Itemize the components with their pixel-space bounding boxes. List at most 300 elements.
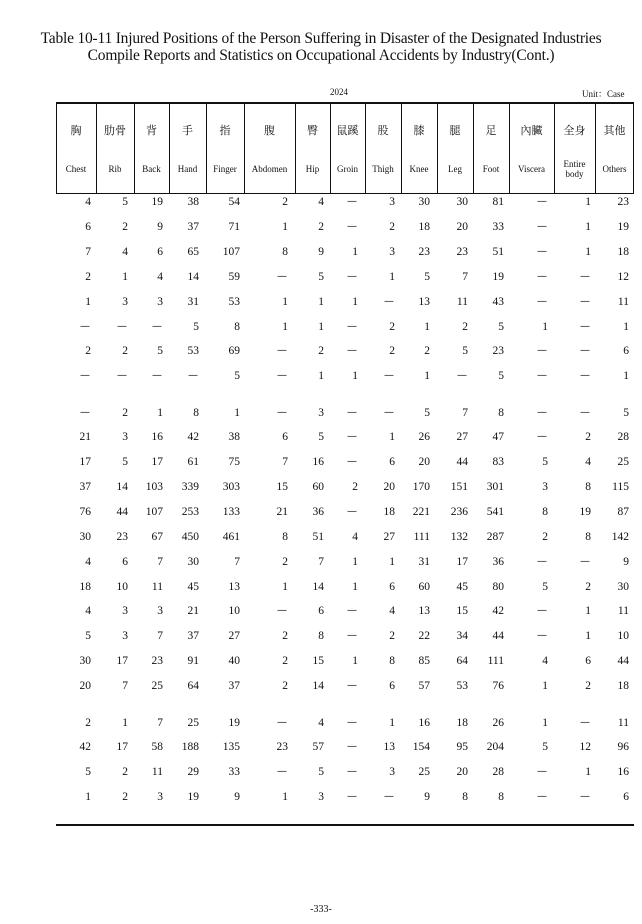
table-cell: —	[277, 605, 287, 616]
table-cell: 42	[492, 605, 504, 617]
table-cell: 16	[418, 717, 430, 729]
table-cell: —	[537, 271, 547, 282]
table-cell: 111	[413, 531, 430, 543]
table-cell: 40	[228, 655, 240, 667]
table-cell: 115	[612, 481, 629, 493]
table-cell: 1	[352, 296, 358, 308]
column-header-en: Hand	[177, 164, 198, 174]
column-divider	[206, 104, 207, 193]
table-cell: 19	[151, 196, 163, 208]
table-cell: 142	[611, 531, 629, 543]
table-cell: 23	[418, 246, 430, 258]
column-divider	[169, 104, 170, 193]
table-cell: 23	[151, 655, 163, 667]
table-cell: 44	[456, 456, 468, 468]
table-cell: —	[347, 766, 357, 777]
table-cell: 236	[450, 506, 468, 518]
table-cell: —	[384, 296, 394, 307]
table-cell: 25	[418, 766, 430, 778]
table-cell: 22	[418, 630, 430, 642]
table-cell: 135	[222, 741, 240, 753]
column-header-zh: 內臟	[520, 124, 543, 137]
table-cell: 6	[85, 221, 91, 233]
column-header	[134, 104, 169, 193]
table-cell: 1	[352, 581, 358, 593]
column-header	[206, 104, 244, 193]
table-cell: 253	[181, 506, 199, 518]
table-cell: —	[580, 791, 590, 802]
table-cell: 1	[85, 296, 91, 308]
table-cell: 19	[579, 506, 591, 518]
column-header-zh: 鼠蹊	[336, 124, 359, 137]
table-cell: 37	[79, 481, 91, 493]
table-cell: 188	[181, 741, 199, 753]
table-cell: 25	[187, 717, 199, 729]
table-cell: 16	[617, 766, 629, 778]
table-cell: —	[580, 271, 590, 282]
column-header-en: Viscera	[518, 164, 545, 174]
table-cell: 15	[456, 605, 468, 617]
table-cell: 13	[383, 741, 395, 753]
column-divider	[437, 104, 438, 193]
table-cell: 6	[282, 431, 288, 443]
table-cell: 21	[79, 431, 91, 443]
header-border	[56, 104, 57, 193]
table-cell: —	[537, 345, 547, 356]
table-cell: —	[347, 221, 357, 232]
table-cell: 59	[228, 271, 240, 283]
table-cell: 37	[228, 680, 240, 692]
table-cell: 5	[85, 766, 91, 778]
table-cell: 3	[122, 630, 128, 642]
table-cell: 42	[187, 431, 199, 443]
table-cell: 21	[276, 506, 288, 518]
column-header-zh: 臀	[307, 124, 318, 137]
table-cell: 4	[157, 271, 163, 283]
table-cell: 28	[617, 431, 629, 443]
table-cell: 5	[122, 196, 128, 208]
table-cell: —	[537, 766, 547, 777]
table-cell: 44	[492, 630, 504, 642]
column-divider	[595, 104, 596, 193]
table-cell: —	[384, 791, 394, 802]
table-cell: —	[580, 407, 590, 418]
table-cell: 18	[383, 506, 395, 518]
table-cell: 15	[276, 481, 288, 493]
table-cell: —	[277, 370, 287, 381]
table-cell: 1	[585, 246, 591, 258]
table-cell: 3	[318, 407, 324, 419]
table-cell: 12	[617, 271, 629, 283]
table-cell: 11	[151, 766, 163, 778]
column-header-zh: 指	[219, 124, 231, 137]
table-cell: 10	[617, 630, 629, 642]
table-cell: 3	[389, 246, 395, 258]
column-header-zh: 全身	[563, 124, 586, 137]
table-cell: 7	[462, 271, 468, 283]
page-number: -333-	[310, 904, 332, 915]
table-cell: 1	[542, 321, 548, 333]
table-cell: 17	[79, 456, 91, 468]
table-cell: —	[347, 630, 357, 641]
column-header	[437, 104, 473, 193]
table-cell: 1	[585, 630, 591, 642]
table-cell: 6	[389, 680, 395, 692]
table-cell: 20	[418, 456, 430, 468]
table-cell: 4	[85, 196, 91, 208]
table-cell: —	[580, 556, 590, 567]
table-cell: 20	[456, 221, 468, 233]
table-cell: 2	[122, 407, 128, 419]
table-cell: 30	[187, 556, 199, 568]
table-cell: 5	[623, 407, 629, 419]
table-cell: 19	[187, 791, 199, 803]
table-cell: 38	[187, 196, 199, 208]
table-cell: 7	[234, 556, 240, 568]
table-cell: 2	[585, 581, 591, 593]
table-cell: 8	[234, 321, 240, 333]
table-cell: —	[117, 321, 127, 332]
column-header	[365, 104, 401, 193]
table-cell: 14	[187, 271, 199, 283]
table-cell: 25	[151, 680, 163, 692]
table-cell: 2	[424, 345, 430, 357]
table-cell: 36	[312, 506, 324, 518]
table-cell: 17	[151, 456, 163, 468]
table-cell: 5	[542, 741, 548, 753]
table-cell: 30	[79, 531, 91, 543]
table-cell: 69	[228, 345, 240, 357]
column-header-en: Others	[602, 164, 627, 174]
table-cell: 61	[187, 456, 199, 468]
table-cell: 14	[312, 581, 324, 593]
table-cell: —	[384, 370, 394, 381]
table-cell: 75	[228, 456, 240, 468]
table-cell: 11	[617, 717, 629, 729]
table-cell: 9	[623, 556, 629, 568]
table-cell: 27	[383, 531, 395, 543]
table-cell: 5	[424, 271, 430, 283]
table-cell: 87	[617, 506, 629, 518]
table-cell: —	[80, 370, 90, 381]
table-cell: 8	[498, 407, 504, 419]
table-cell: 8	[542, 506, 548, 518]
table-cell: 2	[282, 655, 288, 667]
table-cell: 8	[462, 791, 468, 803]
table-cell: —	[277, 271, 287, 282]
table-cell: 1	[282, 581, 288, 593]
table-cell: 3	[122, 296, 128, 308]
table-cell: 1	[282, 791, 288, 803]
table-cell: 2	[542, 531, 548, 543]
table-cell: —	[580, 345, 590, 356]
table-cell: —	[152, 321, 162, 332]
table-cell: 287	[486, 531, 504, 543]
table-cell: 3	[542, 481, 548, 493]
table-cell: 18	[456, 717, 468, 729]
table-cell: 95	[456, 741, 468, 753]
title-line-1: Table 10-11 Injured Positions of the Person Suffering in Disaster of the Designated Industries	[40, 30, 602, 47]
table-cell: 9	[424, 791, 430, 803]
table-cell: 1	[585, 605, 591, 617]
year-label: 2024	[330, 87, 348, 97]
table-cell: 18	[617, 680, 629, 692]
column-divider	[473, 104, 474, 193]
table-cell: 43	[492, 296, 504, 308]
table-cell: 6	[318, 605, 324, 617]
column-header-en: Hip	[305, 164, 320, 174]
column-header	[244, 104, 295, 193]
table-cell: 27	[228, 630, 240, 642]
column-header	[473, 104, 509, 193]
table-cell: 1	[122, 717, 128, 729]
table-cell: 23	[617, 196, 629, 208]
column-header-zh: 膝	[413, 124, 425, 137]
table-cell: 10	[228, 605, 240, 617]
table-cell: 37	[187, 630, 199, 642]
table-cell: —	[537, 196, 547, 207]
table-cell: 44	[116, 506, 128, 518]
column-header-en: Foot	[482, 164, 500, 174]
table-cell: 1	[389, 556, 395, 568]
table-cell: 36	[492, 556, 504, 568]
table-cell: 5	[318, 431, 324, 443]
column-header	[169, 104, 206, 193]
table-cell: 19	[492, 271, 504, 283]
column-header-zh: 其他	[603, 124, 626, 137]
table-cell: 107	[145, 506, 163, 518]
table-cell: 4	[85, 556, 91, 568]
table-cell: 26	[492, 717, 504, 729]
table-cell: 76	[492, 680, 504, 692]
column-header	[554, 104, 595, 193]
table-cell: 20	[456, 766, 468, 778]
table-cell: 541	[486, 506, 504, 518]
table-cell: 53	[187, 345, 199, 357]
table-cell: 23	[456, 246, 468, 258]
table-cell: 13	[418, 296, 430, 308]
column-header-en: Rib	[108, 164, 122, 174]
table-cell: 1	[389, 271, 395, 283]
table-cell: —	[537, 556, 547, 567]
table-cell: 8	[585, 531, 591, 543]
table-cell: 64	[187, 680, 199, 692]
table-cell: —	[347, 196, 357, 207]
table-cell: —	[277, 766, 287, 777]
column-divider	[244, 104, 245, 193]
table-cell: 2	[318, 221, 324, 233]
table-cell: 67	[151, 531, 163, 543]
table-cell: 4	[389, 605, 395, 617]
table-cell: 11	[151, 581, 163, 593]
table-cell: 1	[585, 766, 591, 778]
table-cell: 1	[234, 407, 240, 419]
table-cell: 4	[542, 655, 548, 667]
table-cell: 111	[487, 655, 504, 667]
column-divider	[365, 104, 366, 193]
unit-label: Unit：Case	[582, 89, 625, 99]
table-cell: 26	[418, 431, 430, 443]
table-cell: 4	[318, 196, 324, 208]
table-cell: 1	[352, 556, 358, 568]
table-cell: 1	[623, 370, 629, 382]
table-cell: 303	[222, 481, 240, 493]
table-cell: 5	[542, 581, 548, 593]
table-cell: 8	[193, 407, 199, 419]
table-cell: 9	[234, 791, 240, 803]
table-cell: 8	[389, 655, 395, 667]
table-cell: 2	[122, 791, 128, 803]
table-cell: 5	[318, 271, 324, 283]
table-cell: —	[537, 296, 547, 307]
table-cell: 3	[122, 605, 128, 617]
table-cell: —	[80, 407, 90, 418]
table-cell: 151	[450, 481, 468, 493]
table-cell: 45	[456, 581, 468, 593]
table-cell: 13	[418, 605, 430, 617]
table-bottom-rule	[56, 824, 634, 826]
table-cell: 64	[456, 655, 468, 667]
column-header-zh: 肋骨	[104, 124, 126, 137]
column-header-zh: 腹	[264, 124, 275, 137]
table-cell: 60	[312, 481, 324, 493]
table-cell: 2	[352, 481, 358, 493]
table-cell: 31	[418, 556, 430, 568]
table-cell: 19	[617, 221, 629, 233]
table-cell: 461	[222, 531, 240, 543]
table-cell: 65	[187, 246, 199, 258]
table-cell: —	[80, 321, 90, 332]
table-cell: 2	[282, 680, 288, 692]
table-cell: 30	[617, 581, 629, 593]
table-cell: —	[580, 296, 590, 307]
table-cell: 57	[312, 741, 324, 753]
table-cell: —	[537, 605, 547, 616]
table-cell: 1	[542, 680, 548, 692]
table-cell: 4	[318, 717, 324, 729]
table-cell: 29	[187, 766, 199, 778]
table-cell: —	[537, 221, 547, 232]
column-header-en: Thigh	[372, 164, 394, 174]
table-cell: —	[537, 246, 547, 257]
column-header-en: Leg	[448, 164, 462, 174]
table-cell: —	[277, 407, 287, 418]
table-cell: 107	[222, 246, 240, 258]
column-header	[330, 104, 365, 193]
table-cell: 2	[282, 556, 288, 568]
table-cell: 3	[389, 766, 395, 778]
table-cell: —	[537, 630, 547, 641]
column-header-zh: 手	[182, 124, 193, 137]
table-cell: 2	[389, 630, 395, 642]
table-cell: 450	[181, 531, 199, 543]
table-cell: 1	[623, 321, 629, 333]
header-border	[633, 104, 634, 193]
table-cell: 2	[585, 431, 591, 443]
table-cell: 1	[585, 196, 591, 208]
table-cell: —	[347, 407, 357, 418]
table-cell: 7	[157, 630, 163, 642]
column-header-en: Abdomen	[251, 164, 288, 174]
table-cell: 15	[312, 655, 324, 667]
table-cell: 11	[456, 296, 468, 308]
table-cell: 53	[228, 296, 240, 308]
table-cell: —	[580, 370, 590, 381]
table-cell: 4	[585, 456, 591, 468]
table-cell: 30	[79, 655, 91, 667]
column-header-en: Groin	[337, 164, 358, 174]
table-cell: 42	[79, 741, 91, 753]
table-cell: 23	[116, 531, 128, 543]
table-cell: 6	[157, 246, 163, 258]
table-cell: 2	[282, 630, 288, 642]
table-cell: 18	[617, 246, 629, 258]
table-cell: 14	[312, 680, 324, 692]
table-cell: 1	[389, 431, 395, 443]
column-divider	[330, 104, 331, 193]
table-cell: 1	[352, 246, 358, 258]
table-cell: —	[457, 370, 467, 381]
table-cell: 3	[157, 605, 163, 617]
table-cell: —	[117, 370, 127, 381]
table-cell: 20	[383, 481, 395, 493]
table-cell: 5	[157, 345, 163, 357]
column-header-zh: 背	[146, 124, 157, 137]
table-cell: —	[347, 321, 357, 332]
table-cell: 339	[181, 481, 199, 493]
table-cell: 301	[486, 481, 504, 493]
table-cell: 5	[193, 321, 199, 333]
table-cell: 1	[585, 221, 591, 233]
column-header-zh: 胸	[70, 124, 82, 137]
table-cell: 51	[312, 531, 324, 543]
table-cell: 5	[498, 321, 504, 333]
table-cell: —	[537, 407, 547, 418]
table-cell: 19	[228, 717, 240, 729]
table-cell: 57	[418, 680, 430, 692]
table-cell: 5	[85, 630, 91, 642]
table-cell: 1	[352, 655, 358, 667]
table-cell: —	[537, 431, 547, 442]
column-divider	[554, 104, 555, 193]
table-cell: 5	[122, 456, 128, 468]
table-cell: 154	[412, 741, 430, 753]
table-cell: 1	[282, 221, 288, 233]
table-cell: 8	[585, 481, 591, 493]
table-cell: 2	[85, 717, 91, 729]
table-cell: 4	[352, 531, 358, 543]
table-cell: 45	[187, 581, 199, 593]
table-cell: 34	[456, 630, 468, 642]
table-cell: 8	[282, 531, 288, 543]
column-header-zh: 腿	[449, 124, 461, 137]
table-cell: —	[347, 791, 357, 802]
table-cell: 2	[282, 196, 288, 208]
column-header-en: Entire body	[563, 159, 586, 179]
table-cell: 12	[579, 741, 591, 753]
table-cell: 17	[116, 741, 128, 753]
table-cell: —	[384, 407, 394, 418]
table-cell: —	[580, 717, 590, 728]
table-cell: 2	[85, 271, 91, 283]
table-cell: 2	[122, 221, 128, 233]
table-cell: 13	[228, 581, 240, 593]
table-cell: 16	[312, 456, 324, 468]
table-cell: 21	[187, 605, 199, 617]
table-cell: 6	[623, 791, 629, 803]
table-cell: 25	[617, 456, 629, 468]
table-cell: 8	[282, 246, 288, 258]
